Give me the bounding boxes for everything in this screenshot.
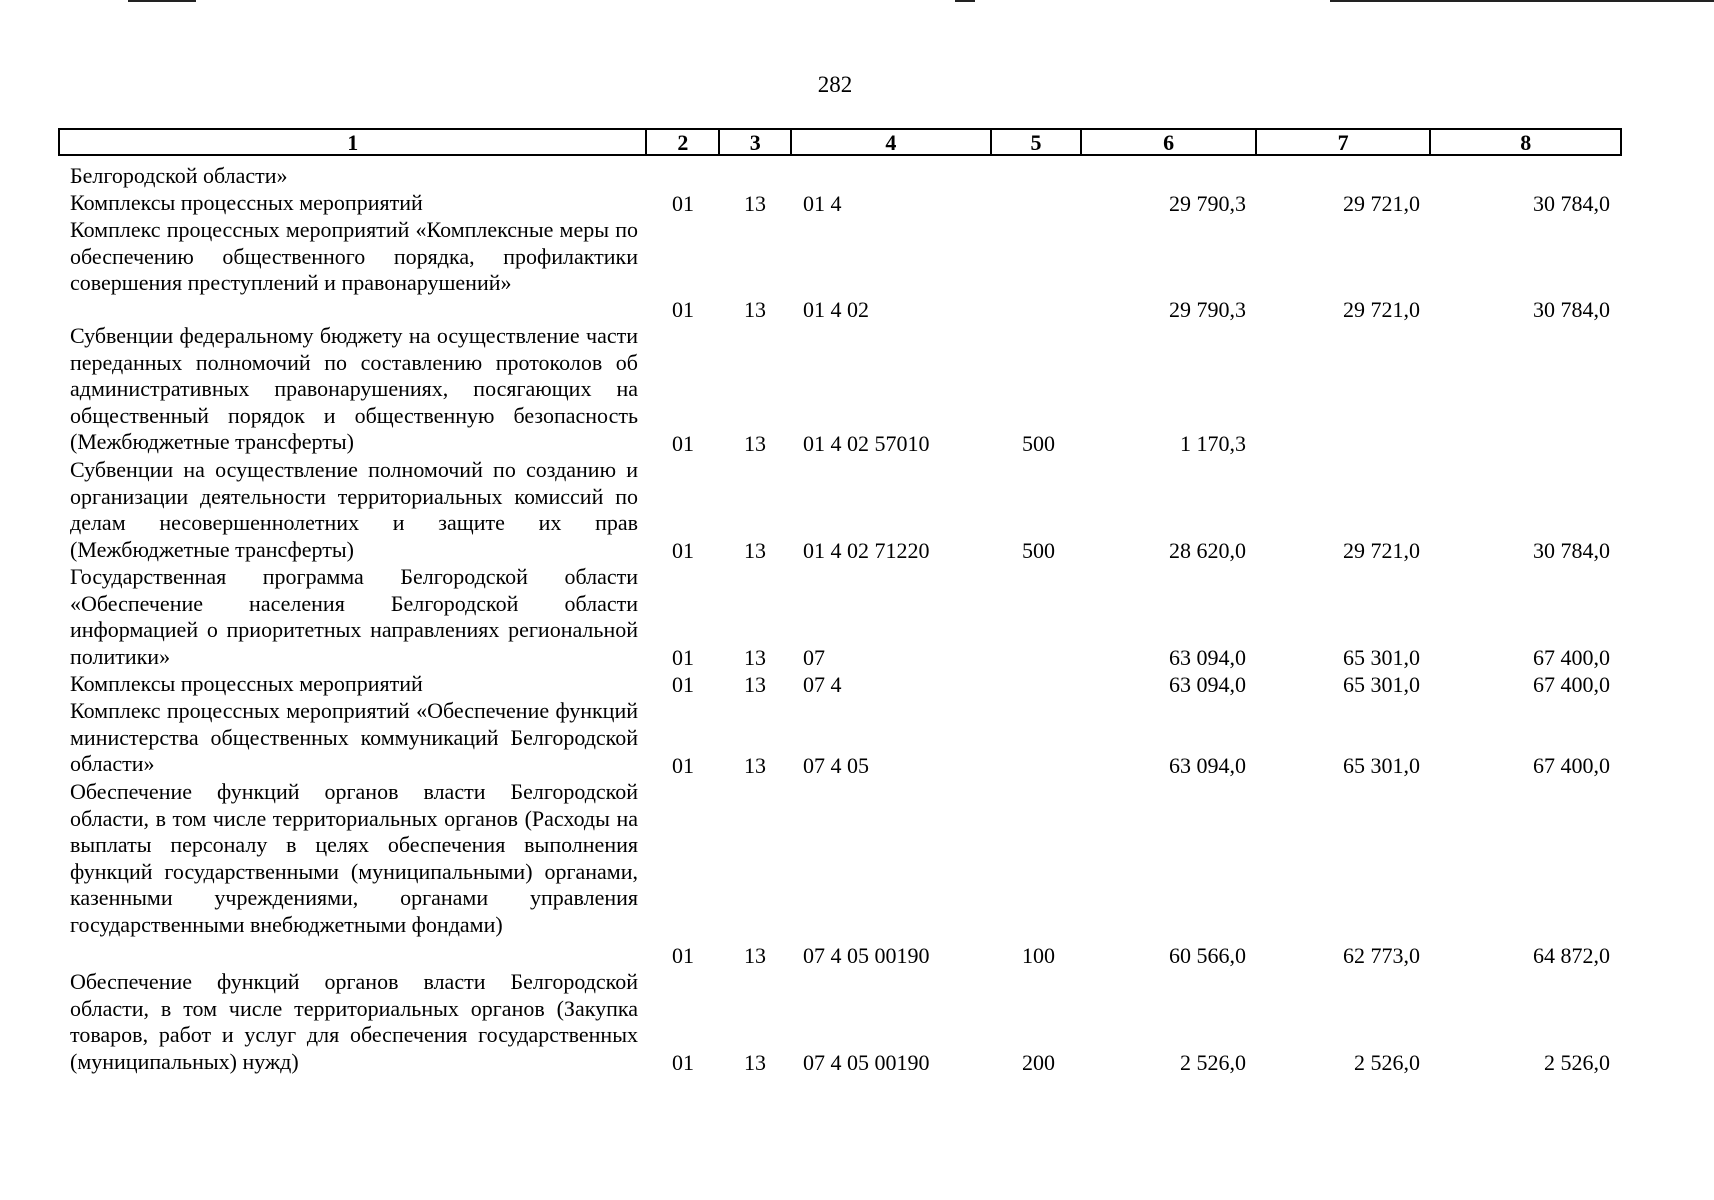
subsection-code: 13: [744, 943, 766, 968]
subsection-code: 13: [744, 538, 766, 563]
amount-col-8: 30 784,0: [1533, 297, 1610, 322]
amount-col-7: 65 301,0: [1343, 753, 1420, 778]
target-article-code: 01 4 02 57010: [803, 431, 930, 456]
amount-col-7: 29 721,0: [1343, 538, 1420, 563]
amount-col-8: 67 400,0: [1533, 645, 1610, 670]
amount-col-7: 29 721,0: [1343, 191, 1420, 216]
top-scan-line: [1330, 0, 1714, 2]
amount-col-6: 29 790,3: [1169, 191, 1246, 216]
row-description: Субвенции федеральному бюджету на осуществление части переданных полномочий по составлению протоколов об административных правонарушениях, посягающих на общественный порядок и общественную безопасность (Межбюджетные трансферты): [70, 323, 638, 454]
section-code: 01: [672, 672, 694, 697]
amount-col-7: 2 526,0: [1354, 1050, 1420, 1075]
page-number: 282: [817, 72, 853, 97]
amount-col-6: 2 526,0: [1180, 1050, 1246, 1075]
amount-col-8: 67 400,0: [1533, 753, 1610, 778]
target-article-code: 07: [803, 645, 825, 670]
target-article-code: 07 4 05 00190: [803, 943, 930, 968]
section-code: 01: [672, 753, 694, 778]
table-row: [0, 217, 1714, 323]
column-header-4: 4: [792, 130, 991, 154]
amount-col-6: 63 094,0: [1169, 753, 1246, 778]
table-row: [0, 564, 1714, 671]
subsection-code: 13: [744, 645, 766, 670]
subsection-code: 13: [744, 753, 766, 778]
table-row: [0, 323, 1714, 457]
amount-col-7: 62 773,0: [1343, 943, 1420, 968]
column-header-3: 3: [720, 130, 792, 154]
subsection-code: 13: [744, 297, 766, 322]
subsection-code: 13: [744, 1050, 766, 1075]
section-code: 01: [672, 1050, 694, 1075]
row-description: Комплексы процессных мероприятий: [70, 190, 423, 215]
amount-col-8: 64 872,0: [1533, 943, 1610, 968]
amount-col-6: 28 620,0: [1169, 538, 1246, 563]
subsection-code: 13: [744, 191, 766, 216]
target-article-code: 07 4: [803, 672, 842, 697]
row-description: Государственная программа Белгородской области «Обеспечение населения Белгородской области информацией о приоритетных направлениях региональной политики»: [70, 564, 638, 669]
top-scan-line: [128, 0, 196, 2]
row-description: Комплекс процессных мероприятий «Комплексные меры по обеспечению общественного порядка, профилактики совершения преступлений и правонарушений»: [70, 217, 638, 295]
section-code: 01: [672, 431, 694, 456]
target-article-code: 07 4 05: [803, 753, 869, 778]
table-row: [0, 163, 1714, 190]
row-description: Субвенции на осуществление полномочий по созданию и организации деятельности территориальных комиссий по делам несовершеннолетних и защите их прав (Межбюджетные трансферты): [70, 457, 638, 562]
column-header-5: 5: [992, 130, 1083, 154]
section-code: 01: [672, 645, 694, 670]
amount-col-6: 63 094,0: [1169, 672, 1246, 697]
table-header: [58, 128, 1622, 156]
target-article-code: 07 4 05 00190: [803, 1050, 930, 1075]
row-description: Обеспечение функций органов власти Белгородской области, в том числе территориальных органов (Расходы на выплаты персоналу в целях обеспечения выполнения функций государственными (муниципальными) органами, казенными учреждениями, органами управления государственными внебюджетными фондами): [70, 779, 638, 937]
amount-col-6: 1 170,3: [1180, 431, 1246, 456]
column-header-6: 6: [1082, 130, 1257, 154]
expense-type-code: 200: [1022, 1050, 1055, 1075]
row-description: Обеспечение функций органов власти Белгородской области, в том числе территориальных органов (Закупка товаров, работ и услуг для обеспечения государственных (муниципальных) нужд): [70, 969, 638, 1074]
target-article-code: 01 4 02 71220: [803, 538, 930, 563]
subsection-code: 13: [744, 431, 766, 456]
section-code: 01: [672, 297, 694, 322]
expense-type-code: 500: [1022, 538, 1055, 563]
amount-col-8: 30 784,0: [1533, 191, 1610, 216]
subsection-code: 13: [744, 672, 766, 697]
amount-col-6: 29 790,3: [1169, 297, 1246, 322]
target-article-code: 01 4: [803, 191, 842, 216]
target-article-code: 01 4 02: [803, 297, 869, 322]
table-row: [0, 190, 1714, 217]
section-code: 01: [672, 943, 694, 968]
amount-col-7: 29 721,0: [1343, 297, 1420, 322]
row-description: Комплексы процессных мероприятий: [70, 671, 423, 696]
top-scan-line: [955, 0, 975, 2]
table-row: [0, 698, 1714, 779]
amount-col-8: 67 400,0: [1533, 672, 1610, 697]
table-row: [0, 457, 1714, 564]
column-header-1: 1: [60, 130, 647, 154]
row-description: Белгородской области»: [70, 163, 288, 188]
amount-col-6: 63 094,0: [1169, 645, 1246, 670]
section-code: 01: [672, 538, 694, 563]
amount-col-7: 65 301,0: [1343, 672, 1420, 697]
section-code: 01: [672, 191, 694, 216]
column-header-7: 7: [1257, 130, 1432, 154]
table-row: [0, 779, 1714, 969]
amount-col-8: 2 526,0: [1544, 1050, 1610, 1075]
column-header-8: 8: [1520, 130, 1532, 155]
table-row: [0, 969, 1714, 1076]
expense-type-code: 100: [1022, 943, 1055, 968]
amount-col-6: 60 566,0: [1169, 943, 1246, 968]
expense-type-code: 500: [1022, 431, 1055, 456]
column-header-2: 2: [647, 130, 720, 154]
row-description: Комплекс процессных мероприятий «Обеспечение функций министерства общественных коммуникаций Белгородской области»: [70, 698, 638, 776]
amount-col-7: 65 301,0: [1343, 645, 1420, 670]
amount-col-8: 30 784,0: [1533, 538, 1610, 563]
table-row: [0, 671, 1714, 698]
